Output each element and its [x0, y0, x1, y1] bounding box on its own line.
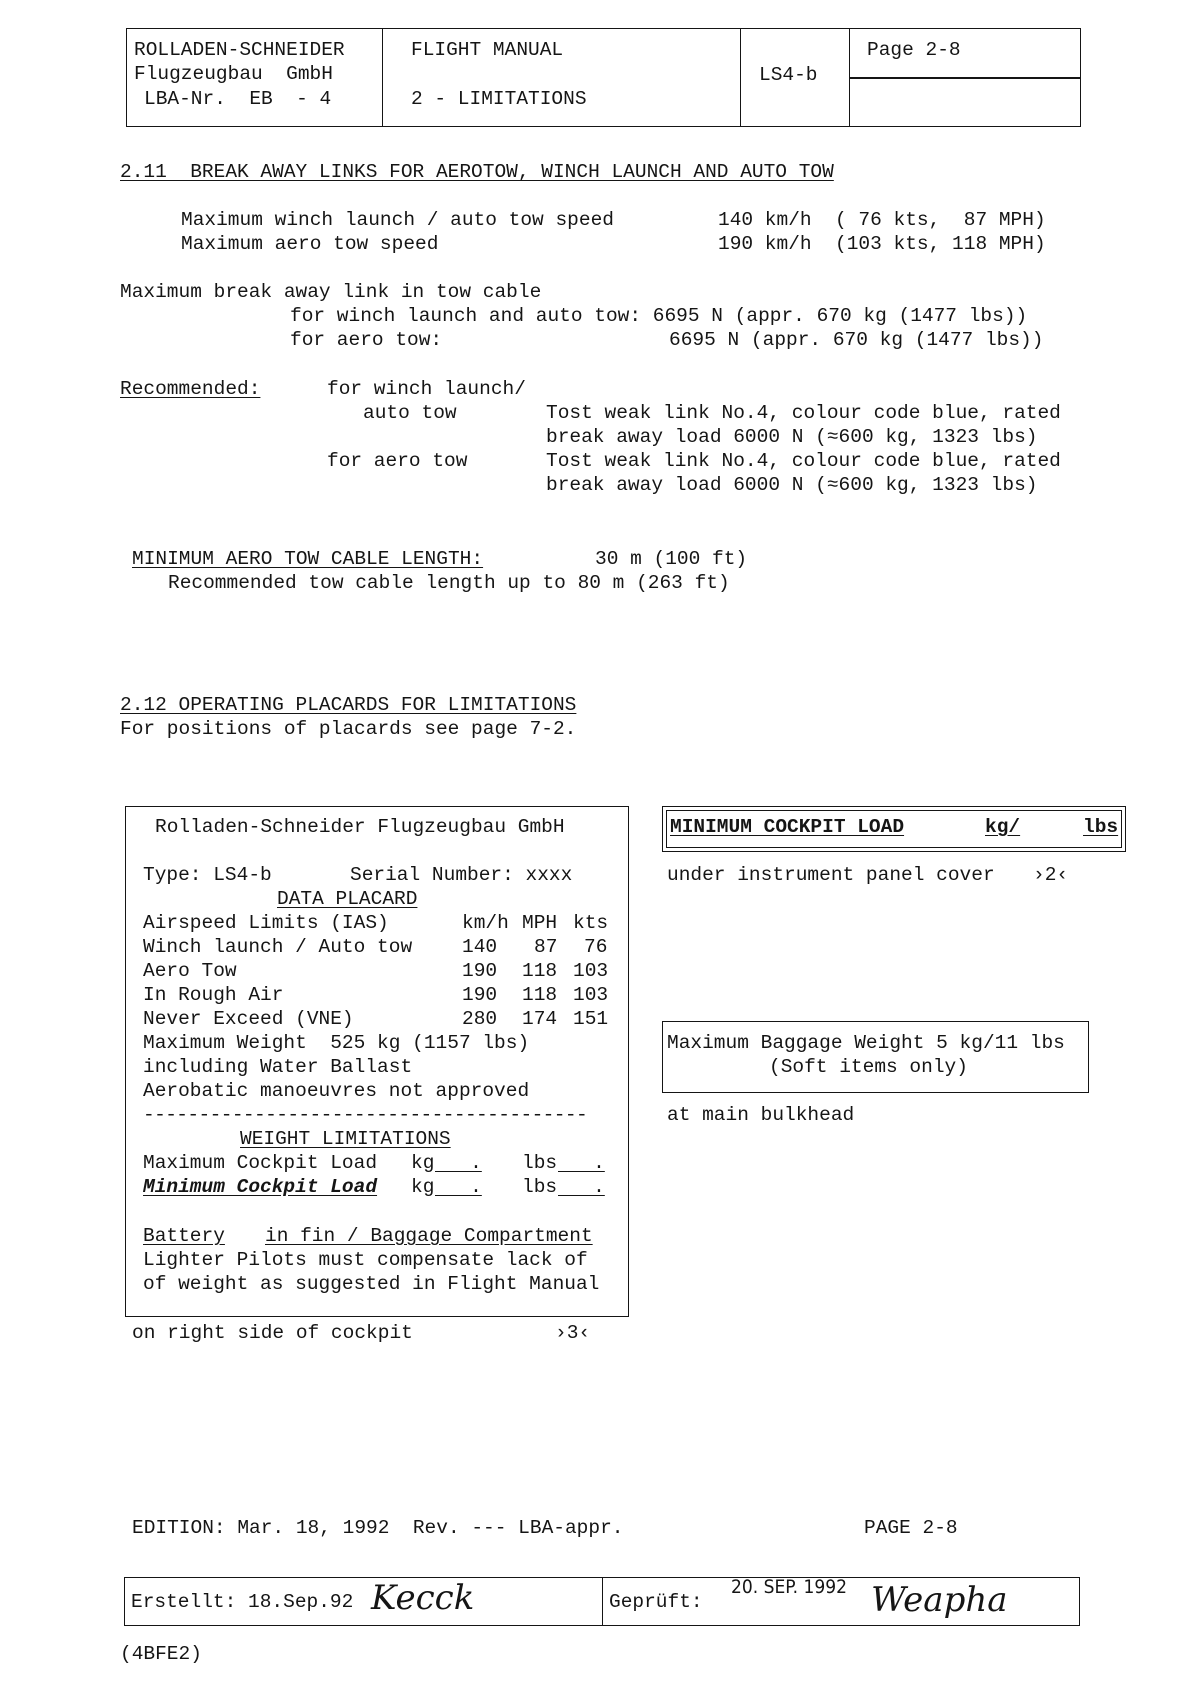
creator-signature: Kecck	[371, 1577, 475, 1618]
lba-number: LBA-Nr. EB - 4	[144, 88, 332, 110]
recommended-label: Recommended:	[120, 378, 261, 400]
airspeed-row-kmh: 190	[462, 984, 498, 1006]
approval-stamp-date: 20. SEP. 1992	[731, 1575, 847, 1598]
airspeed-header-label: Airspeed Limits (IAS)	[143, 912, 389, 934]
geprueft-label: Geprüft:	[609, 1590, 703, 1613]
airspeed-header-mph: MPH	[522, 912, 558, 934]
erstellt-cell	[125, 1578, 603, 1626]
placard-company: Rolladen-Schneider Flugzeugbau GmbH	[155, 816, 565, 838]
placard-caption: on right side of cockpit	[132, 1322, 413, 1344]
aero-speed-label: Maximum aero tow speed	[181, 233, 439, 255]
aero-speed-value: 190 km/h (103 kts, 118 MPH)	[718, 233, 1046, 255]
section-2-11-heading: 2.11 BREAK AWAY LINKS FOR AEROTOW, WINCH LAUNCH AND AUTO TOW	[120, 161, 834, 183]
cable-length-label: MINIMUM AERO TOW CABLE LENGTH:	[132, 548, 484, 570]
erstellt-label: Erstellt: 18.Sep.92	[131, 1590, 354, 1613]
baggage-caption: at main bulkhead	[667, 1104, 855, 1126]
edition-line: EDITION: Mar. 18, 1992 Rev. --- LBA-appr.	[132, 1517, 624, 1539]
airspeed-row-mph: 174	[522, 1008, 558, 1030]
break-link-intro: Maximum break away link in tow cable	[120, 281, 542, 303]
data-placard-title: DATA PLACARD	[277, 888, 418, 910]
header-page-cell	[850, 29, 1081, 127]
winch-speed-value: 140 km/h ( 76 kts, 87 MPH)	[718, 209, 1046, 231]
break-link-aero-label: for aero tow:	[290, 329, 443, 351]
model-name: LS4-b	[759, 64, 818, 86]
airspeed-row-kmh: 190	[462, 960, 498, 982]
airspeed-row-kmh: 280	[462, 1008, 498, 1030]
min-cockpit-lbs-blank: .	[558, 1176, 605, 1198]
winch-speed-label: Maximum winch launch / auto tow speed	[181, 209, 614, 231]
rec-winch-label-2: auto tow	[363, 402, 457, 424]
min-load-caption: under instrument panel cover	[667, 864, 995, 886]
airspeed-row-mph: 118	[522, 960, 558, 982]
max-cockpit-kg-label: kg	[411, 1152, 435, 1174]
max-cockpit-lbs-label: lbs	[522, 1152, 558, 1174]
rec-winch-text-1: Tost weak link No.4, colour code blue, rated	[546, 402, 1061, 424]
airspeed-row-kts: 151	[573, 1008, 609, 1030]
airspeed-row-label: Aero Tow	[143, 960, 237, 982]
lighter-pilots-line-1: Lighter Pilots must compensate lack of	[143, 1249, 588, 1271]
company-subname: Flugzeugbau GmbH	[134, 63, 333, 85]
section-title: 2 - LIMITATIONS	[411, 88, 587, 110]
company-name: ROLLADEN-SCHNEIDER	[134, 39, 345, 61]
baggage-soft-items: (Soft items only)	[769, 1056, 968, 1078]
placard-dash-divider: ----------------------------------------	[143, 1104, 588, 1126]
min-cockpit-load-lbs: lbs	[1083, 816, 1119, 838]
airspeed-row-label: In Rough Air	[143, 984, 284, 1006]
section-2-12-heading: 2.12 OPERATING PLACARDS FOR LIMITATIONS	[120, 694, 577, 716]
min-cockpit-lbs-label: lbs	[522, 1176, 558, 1198]
rec-aero-text-1: Tost weak link No.4, colour code blue, rated	[546, 450, 1061, 472]
max-cockpit-kg-blank: .	[435, 1152, 482, 1174]
min-load-caption-number: ›2‹	[1033, 864, 1069, 886]
airspeed-row-kts: 76	[584, 936, 608, 958]
checker-signature: Weapha	[871, 1579, 1008, 1620]
header-model-cell	[741, 29, 850, 127]
header-table	[126, 28, 1081, 127]
weight-limitations-title: WEIGHT LIMITATIONS	[240, 1128, 451, 1150]
geprueft-cell	[603, 1575, 1080, 1626]
airspeed-row-kts: 103	[573, 984, 609, 1006]
max-cockpit-lbs-blank: .	[558, 1152, 605, 1174]
airspeed-row-label: Winch launch / Auto tow	[143, 936, 413, 958]
battery-label: Battery	[143, 1225, 225, 1247]
min-cockpit-kg-blank: .	[435, 1176, 482, 1198]
airspeed-row-mph: 87	[534, 936, 558, 958]
lighter-pilots-line-2: of weight as suggested in Flight Manual	[143, 1273, 600, 1295]
airspeed-row-label: Never Exceed (VNE)	[143, 1008, 354, 1030]
battery-location: in fin / Baggage Compartment	[265, 1225, 593, 1247]
document-code: (4BFE2)	[120, 1643, 202, 1665]
max-cockpit-load-label: Maximum Cockpit Load	[143, 1152, 378, 1174]
rec-aero-text-2: break away load 6000 N (≈600 kg, 1323 lbs)	[546, 474, 1038, 496]
header-page-number: Page 2-8	[867, 39, 961, 61]
break-link-winch: for winch launch and auto tow: 6695 N (appr. 670 kg (1477 lbs))	[290, 305, 1028, 327]
min-cockpit-load-label: Minimum Cockpit Load	[143, 1176, 378, 1198]
footer-page-number: PAGE 2-8	[864, 1517, 958, 1539]
rec-aero-label: for aero tow	[327, 450, 468, 472]
section-2-12-subtext: For positions of placards see page 7-2.	[120, 718, 577, 740]
airspeed-header-kts: kts	[573, 912, 609, 934]
header-title-cell	[383, 29, 741, 127]
approval-table	[124, 1577, 1080, 1626]
placard-type: Type: LS4-b	[143, 864, 272, 886]
rec-winch-text-2: break away load 6000 N (≈600 kg, 1323 lbs)	[546, 426, 1038, 448]
max-weight: Maximum Weight 525 kg (1157 lbs)	[143, 1032, 530, 1054]
break-link-aero-value: 6695 N (appr. 670 kg (1477 lbs))	[669, 329, 1044, 351]
header-company-cell	[127, 29, 383, 127]
placard-caption-number: ›3‹	[555, 1322, 591, 1344]
page-cell-divider	[850, 77, 1080, 79]
cable-length-value: 30 m (100 ft)	[595, 548, 748, 570]
baggage-max-weight: Maximum Baggage Weight 5 kg/11 lbs	[667, 1032, 1065, 1054]
manual-title: FLIGHT MANUAL	[411, 39, 564, 61]
min-cockpit-load-kg: kg/	[985, 816, 1021, 838]
airspeed-row-mph: 118	[522, 984, 558, 1006]
airspeed-header-kmh: km/h	[462, 912, 509, 934]
min-cockpit-kg-label: kg	[411, 1176, 435, 1198]
cable-length-recommended: Recommended tow cable length up to 80 m (263 ft)	[168, 572, 730, 594]
rec-winch-label-1: for winch launch/	[327, 378, 526, 400]
airspeed-row-kts: 103	[573, 960, 609, 982]
min-cockpit-load-title: MINIMUM COCKPIT LOAD	[670, 816, 905, 838]
placard-serial: Serial Number: xxxx	[350, 864, 573, 886]
aerobatic-note: Aerobatic manoeuvres not approved	[143, 1080, 530, 1102]
water-ballast: including Water Ballast	[143, 1056, 413, 1078]
airspeed-row-kmh: 140	[462, 936, 498, 958]
